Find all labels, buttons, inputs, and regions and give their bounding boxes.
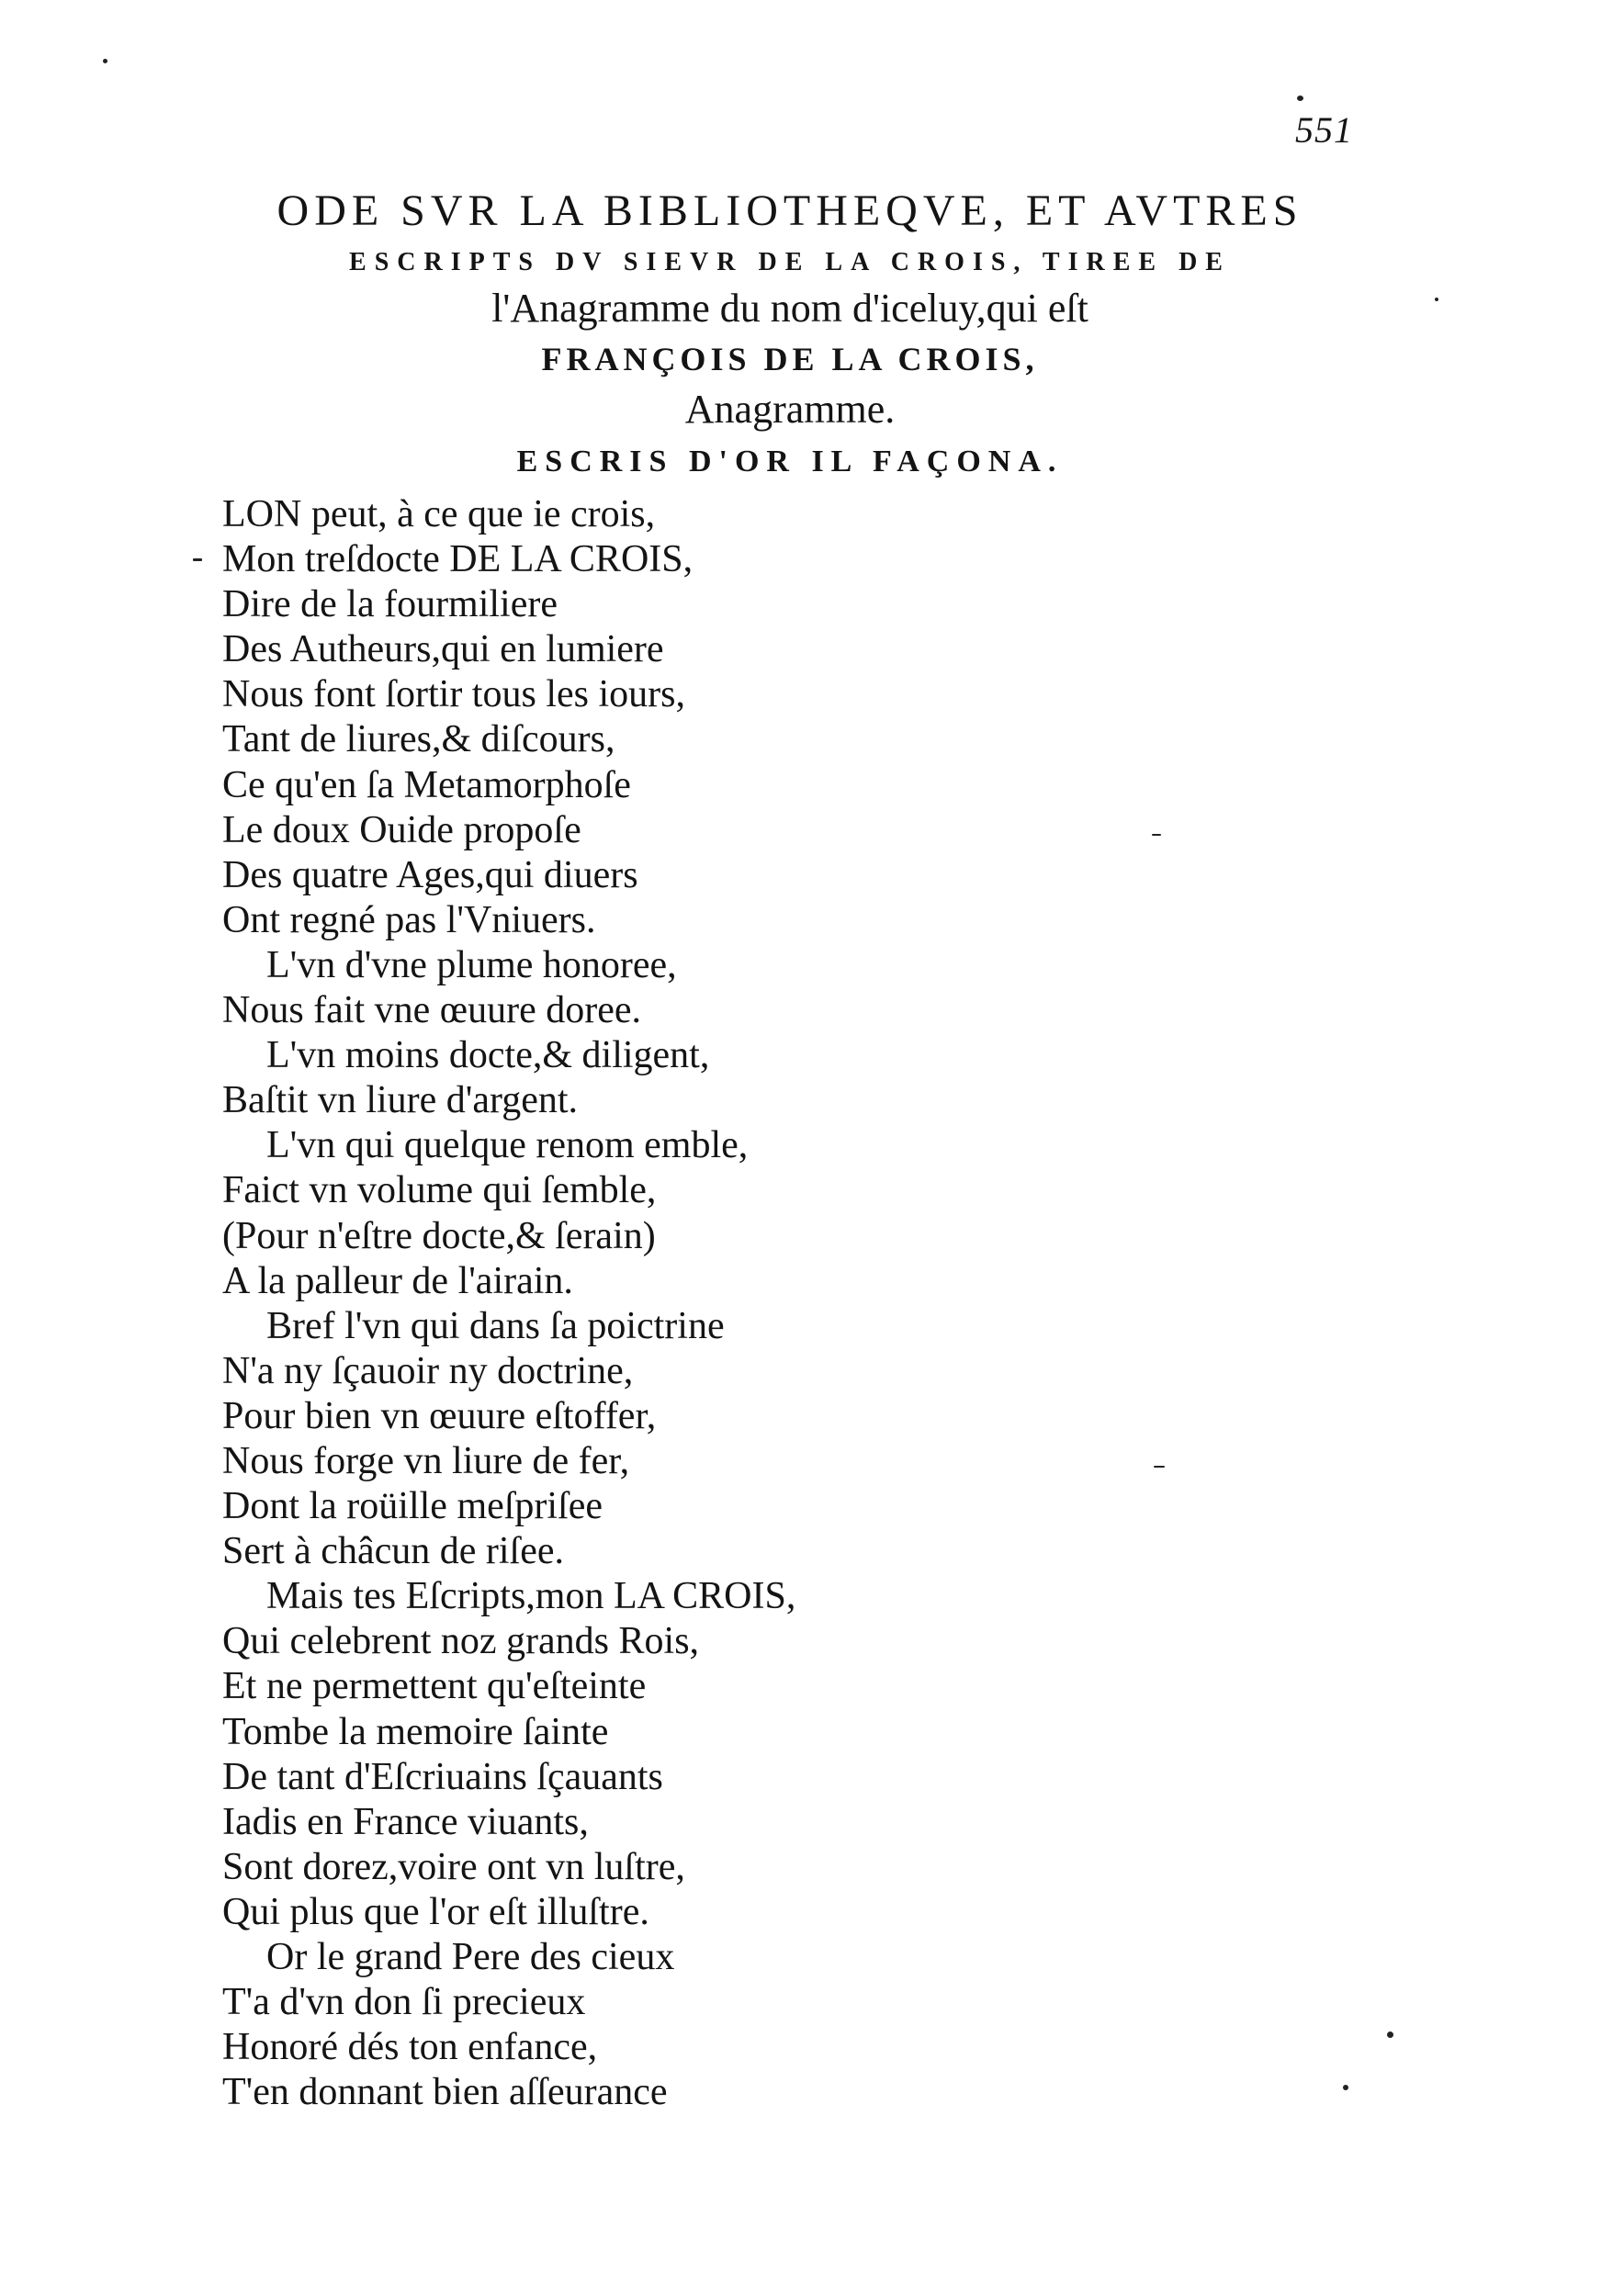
verse-line: (Pour n'eſtre docte,& ſerain) — [222, 1214, 656, 1257]
verse-line: Qui plus que l'or eſt illuſtre. — [222, 1890, 649, 1933]
verse-line: Honoré dés ton enfance, — [222, 2026, 598, 2069]
title-line-1: ODE SVR LA BIBLIOTHEQVE, ET AVTRES — [276, 186, 1303, 235]
verse-line: Tombe la memoire ſainte — [222, 1710, 609, 1753]
ink-speck — [1297, 96, 1303, 101]
title-line-5: Anagramme. — [684, 387, 896, 432]
ink-speck — [1435, 298, 1438, 301]
verse-line: Mais tes Eſcripts,mon LA CROIS, — [266, 1575, 796, 1618]
verse-line: Or le grand Pere des cieux — [266, 1936, 675, 1978]
verse-line: Dont la roüille meſpriſee — [222, 1485, 603, 1528]
verse-line: Des quatre Ages,qui diuers — [222, 853, 638, 896]
verse-line: Baſtit vn liure d'argent. — [222, 1079, 579, 1122]
verse-line: Pour bien vn œuure eſtoffer, — [222, 1394, 657, 1437]
verse-line: LON peut, à ce que ie crois, — [222, 493, 656, 535]
verse-line: Nous fait vne œuure doree. — [222, 989, 642, 1032]
verse-line: Nous font ſortir tous les iours, — [222, 673, 685, 716]
verse-line: T'en donnant bien aſſeurance — [222, 2071, 668, 2114]
verse-line: Le doux Ouide propoſe — [222, 808, 581, 851]
verse-line: N'a ny ſçauoir ny doctrine, — [222, 1349, 634, 1392]
verse-line: L'vn moins docte,& diligent, — [266, 1034, 710, 1077]
title-line-4: FRANÇOIS DE LA CROIS, — [541, 341, 1039, 377]
poem-verses — [222, 492, 1141, 2115]
verse-line: Dire de la fourmiliere — [222, 583, 558, 626]
title-line-2: ESCRIPTS DV SIEVR DE LA CROIS, TIREE DE — [349, 248, 1231, 276]
verse-line: Qui celebrent noz grands Rois, — [222, 1620, 700, 1663]
ode-title-block — [220, 182, 1359, 489]
verse-line: Faict vn volume qui ſemble, — [222, 1169, 657, 1212]
verse-line: Ce qu'en ſa Metamorphoſe — [222, 763, 631, 806]
verse-line: Sont dorez,voire ont vn luſtre, — [222, 1845, 685, 1888]
ink-speck — [1343, 2085, 1348, 2090]
ink-speck — [193, 558, 202, 561]
ink-speck — [103, 59, 107, 63]
verse-line: Iadis en France viuants, — [222, 1800, 589, 1843]
verse-line: T'a d'vn don ſi precieux — [222, 1981, 586, 2024]
verse-line: Nous forge vn liure de fer, — [222, 1439, 630, 1482]
verse-line: Bref l'vn qui dans ſa poictrine — [266, 1304, 725, 1347]
verse-line: Et ne permettent qu'eſteinte — [222, 1665, 647, 1708]
ink-speck — [1154, 1466, 1165, 1468]
verse-line: Mon treſdocte DE LA CROIS, — [222, 538, 694, 581]
ink-speck — [1152, 834, 1161, 836]
verse-line: A la palleur de l'airain. — [222, 1259, 573, 1302]
title-line-6: ESCRIS D'OR IL FAÇONA. — [516, 445, 1064, 478]
verse-line: Tant de liures,& diſcours, — [222, 718, 615, 761]
verse-line: Des Autheurs,qui en lumiere — [222, 628, 664, 671]
verse-line: L'vn d'vne plume honoree, — [266, 943, 677, 986]
verse-line: Ont regné pas l'Vniuers. — [222, 898, 596, 941]
page-number: 551 — [1295, 109, 1353, 151]
verse-line: Sert à châcun de riſee. — [222, 1530, 564, 1573]
verse-line: L'vn qui quelque renom emble, — [266, 1124, 749, 1167]
ink-speck — [1387, 2032, 1393, 2038]
title-line-3: l'Anagramme du nom d'iceluy,qui eſt — [491, 286, 1088, 331]
verse-line: De tant d'Eſcriuains ſçauants — [222, 1755, 663, 1798]
